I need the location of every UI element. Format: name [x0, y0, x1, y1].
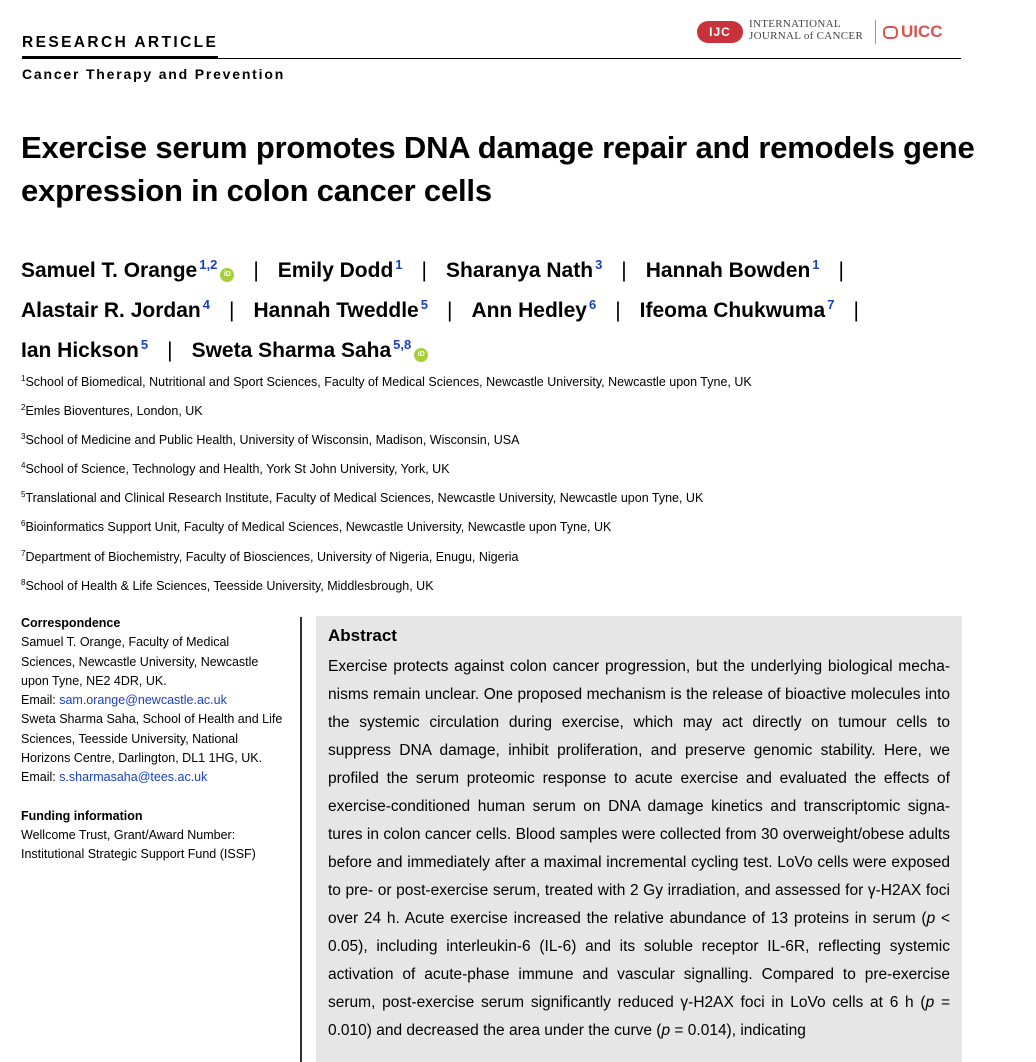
author-name: Sweta Sharma Saha	[191, 339, 392, 362]
author-affiliation-ref[interactable]: 4	[202, 297, 210, 312]
journal-name	[749, 18, 879, 42]
orcid-icon[interactable]: iD	[220, 268, 234, 282]
header-rule	[22, 58, 961, 59]
affiliation-text: Translational and Clinical Research Institute, Faculty of Medical Sciences, Newcastle University, Newcastle upon Tyne, UK	[25, 491, 704, 506]
affiliation-number: 7	[21, 548, 26, 558]
correspondence-text: Sweta Sharma Saha, School of Health and Life	[21, 712, 283, 727]
author-affiliation-ref[interactable]: 1,2	[199, 257, 218, 272]
author-separator: |	[853, 299, 859, 322]
journal-logo[interactable]	[697, 18, 967, 46]
author-separator: |	[167, 339, 173, 362]
correspondence-text: Sciences, Teesside University, National	[21, 731, 238, 746]
correspondence-heading: Correspondence	[21, 616, 121, 630]
ijc-badge: IJC	[697, 21, 743, 43]
correspondence-text: Samuel T. Orange, Faculty of Medical	[21, 635, 230, 650]
author-separator: |	[253, 259, 259, 282]
email-label: Email:	[21, 693, 60, 708]
abstract-panel	[316, 616, 962, 1062]
author-affiliation-ref[interactable]: 5	[420, 297, 428, 312]
affiliation	[21, 366, 981, 395]
funding-text: Wellcome Trust, Grant/Award Number:	[21, 827, 236, 842]
author[interactable]	[446, 259, 602, 282]
author[interactable]	[278, 259, 403, 282]
author[interactable]	[471, 299, 596, 322]
author-affiliation-ref[interactable]: 6	[588, 297, 597, 312]
orcid-icon[interactable]: iD	[414, 348, 428, 362]
author-separator: |	[615, 299, 621, 322]
author-separator: |	[446, 299, 453, 322]
author-affiliation-ref[interactable]: 1	[812, 257, 820, 272]
abstract-p-symbol: p	[925, 994, 935, 1011]
abstract-segment: < 0.05), including interleukin-6 (IL-6) and its soluble receptor IL-6R, reflecting systemic activation of acute-phase immune and vascular signalling. Compared to pre-exercise serum, post-exercise serum significantly reduced γ-H2AX foci in LoVo cells at 6 h (	[328, 910, 951, 1011]
uicc-icon	[883, 26, 898, 39]
author-list	[21, 248, 981, 368]
affiliation-number: 2	[21, 403, 26, 413]
author-separator: |	[621, 259, 627, 282]
abstract-segment: = 0.014), indicating	[670, 1022, 806, 1039]
author-name: Hannah Tweddle	[253, 299, 419, 322]
affiliation	[21, 453, 981, 482]
affiliation-number: 4	[21, 461, 26, 471]
author[interactable]	[21, 339, 148, 362]
journal-name-line2: JOURNAL of CANCER	[749, 30, 864, 42]
affiliation-text: School of Medicine and Public Health, University of Wisconsin, Madison, Wisconsin, USA	[25, 433, 520, 448]
article-category-label: Cancer Therapy and Prevention	[22, 66, 286, 82]
affiliation-number: 5	[21, 490, 26, 500]
affiliation	[21, 482, 981, 511]
author[interactable]	[21, 299, 210, 322]
email-link[interactable]: sam.orange@newcastle.ac.uk	[59, 693, 227, 708]
author-separator: |	[421, 259, 427, 282]
author-affiliation-ref[interactable]: 5	[140, 337, 149, 352]
logo-divider	[875, 20, 876, 44]
uicc-logo	[883, 21, 943, 43]
affiliation-text: Emles Bioventures, London, UK	[25, 404, 203, 419]
author-name: Hannah Bowden	[645, 259, 811, 282]
affiliation-text: School of Biomedical, Nutritional and Sport Sciences, Faculty of Medical Sciences, Newcastle University, Newcastle upon Tyne, UK	[25, 375, 752, 389]
author-name: Ann Hedley	[471, 299, 587, 322]
author-separator: |	[228, 299, 235, 322]
abstract-heading: Abstract	[328, 626, 397, 645]
author-name: Samuel T. Orange	[21, 259, 198, 282]
uicc-label: UICC	[901, 22, 943, 41]
affiliation-text: Department of Biochemistry, Faculty of Biosciences, University of Nigeria, Enugu, Nigeria	[25, 549, 519, 564]
abstract-segment: Exercise protects against colon cancer progression, but the underlying biological mechanisms remain unclear. One proposed mechanism is the release of bioactive molecules into the systemic circulation during exercise, which may act directly on tumour cells to suppress DNA damage, inhibit proliferation, and preserve genomic stability. Here, we profiled the serum proteomic response to acute exercise and evaluated the effects of exercise-conditioned human serum on DNA damage kinetics and transcriptomic signatures in colon cancer cells. Blood samples were collected from 30 overweight/obese adults before and immediately after a maximal incremental cycling test. LoVo cells were exposed to pre- or post-exercise serum, treated with 2 Gy irradiation, and assessed for γ-H2AX foci over 24 h. Acute exercise increased the relative abundance of 13 proteins in serum (	[328, 658, 950, 927]
article-sidebar	[21, 614, 291, 865]
affiliation	[21, 424, 981, 453]
author-affiliation-ref[interactable]: 1	[395, 257, 403, 272]
author[interactable]	[192, 339, 429, 362]
journal-name-line1: INTERNATIONAL	[749, 18, 841, 30]
abstract-text	[328, 653, 950, 1045]
column-divider	[300, 617, 302, 1062]
abstract-p-symbol: p	[661, 1022, 671, 1039]
affiliation-number: 3	[21, 432, 26, 442]
funding-heading: Funding information	[21, 808, 143, 823]
author[interactable]	[646, 259, 820, 282]
affiliation-text: School of Health & Life Sciences, Teesside University, Middlesbrough, UK	[25, 578, 434, 593]
author-affiliation-ref[interactable]: 7	[827, 297, 835, 312]
affiliation-number: 8	[21, 577, 26, 587]
article-title: Exercise serum promotes DNA damage repair and remodels gene expression in colon cancer cells	[21, 130, 975, 208]
affiliation-text: Bioinformatics Support Unit, Faculty of Medical Sciences, Newcastle University, Newcastle upon Tyne, UK	[25, 520, 612, 535]
funding-text: Institutional Strategic Support Fund (ISSF)	[21, 847, 256, 862]
author-name: Emily Dodd	[277, 259, 394, 282]
author-name: Sharanya Nath	[446, 259, 594, 282]
affiliation	[21, 541, 981, 570]
author[interactable]	[253, 299, 428, 322]
article-type-label: RESEARCH ARTICLE	[22, 34, 218, 58]
author-name: Alastair R. Jordan	[21, 299, 201, 322]
affiliation	[21, 570, 981, 599]
email-link[interactable]: s.sharmasaha@tees.ac.uk	[59, 770, 208, 785]
affiliation	[21, 395, 981, 424]
email-label: Email:	[21, 770, 60, 785]
author-name: Ifeoma Chukwuma	[639, 299, 826, 322]
author[interactable]	[640, 299, 835, 322]
abstract-p-symbol: p	[926, 910, 936, 927]
abstract-segment: = 0.010) and decreased the area under the curve (	[328, 994, 950, 1039]
correspondence-text: upon Tyne, NE2 4DR, UK.	[21, 673, 167, 688]
author[interactable]	[21, 259, 234, 282]
affiliation	[21, 511, 981, 540]
affiliation-number: 1	[21, 374, 26, 383]
author-separator: |	[838, 259, 844, 282]
affiliation-text: School of Science, Technology and Health, York St John University, York, UK	[25, 462, 450, 477]
correspondence-email-line	[21, 691, 291, 710]
author-affiliation-ref[interactable]: 5,8	[393, 337, 412, 352]
correspondence-text: Sciences, Newcastle University, Newcastle	[21, 654, 259, 669]
correspondence-text: Horizons Centre, Darlington, DL1 1HG, UK.	[21, 751, 263, 766]
affiliation-number: 6	[21, 519, 26, 529]
affiliation-list	[21, 366, 981, 599]
author-name: Ian Hickson	[21, 339, 139, 362]
correspondence-email-line	[21, 768, 291, 787]
author-affiliation-ref[interactable]: 3	[595, 257, 603, 272]
